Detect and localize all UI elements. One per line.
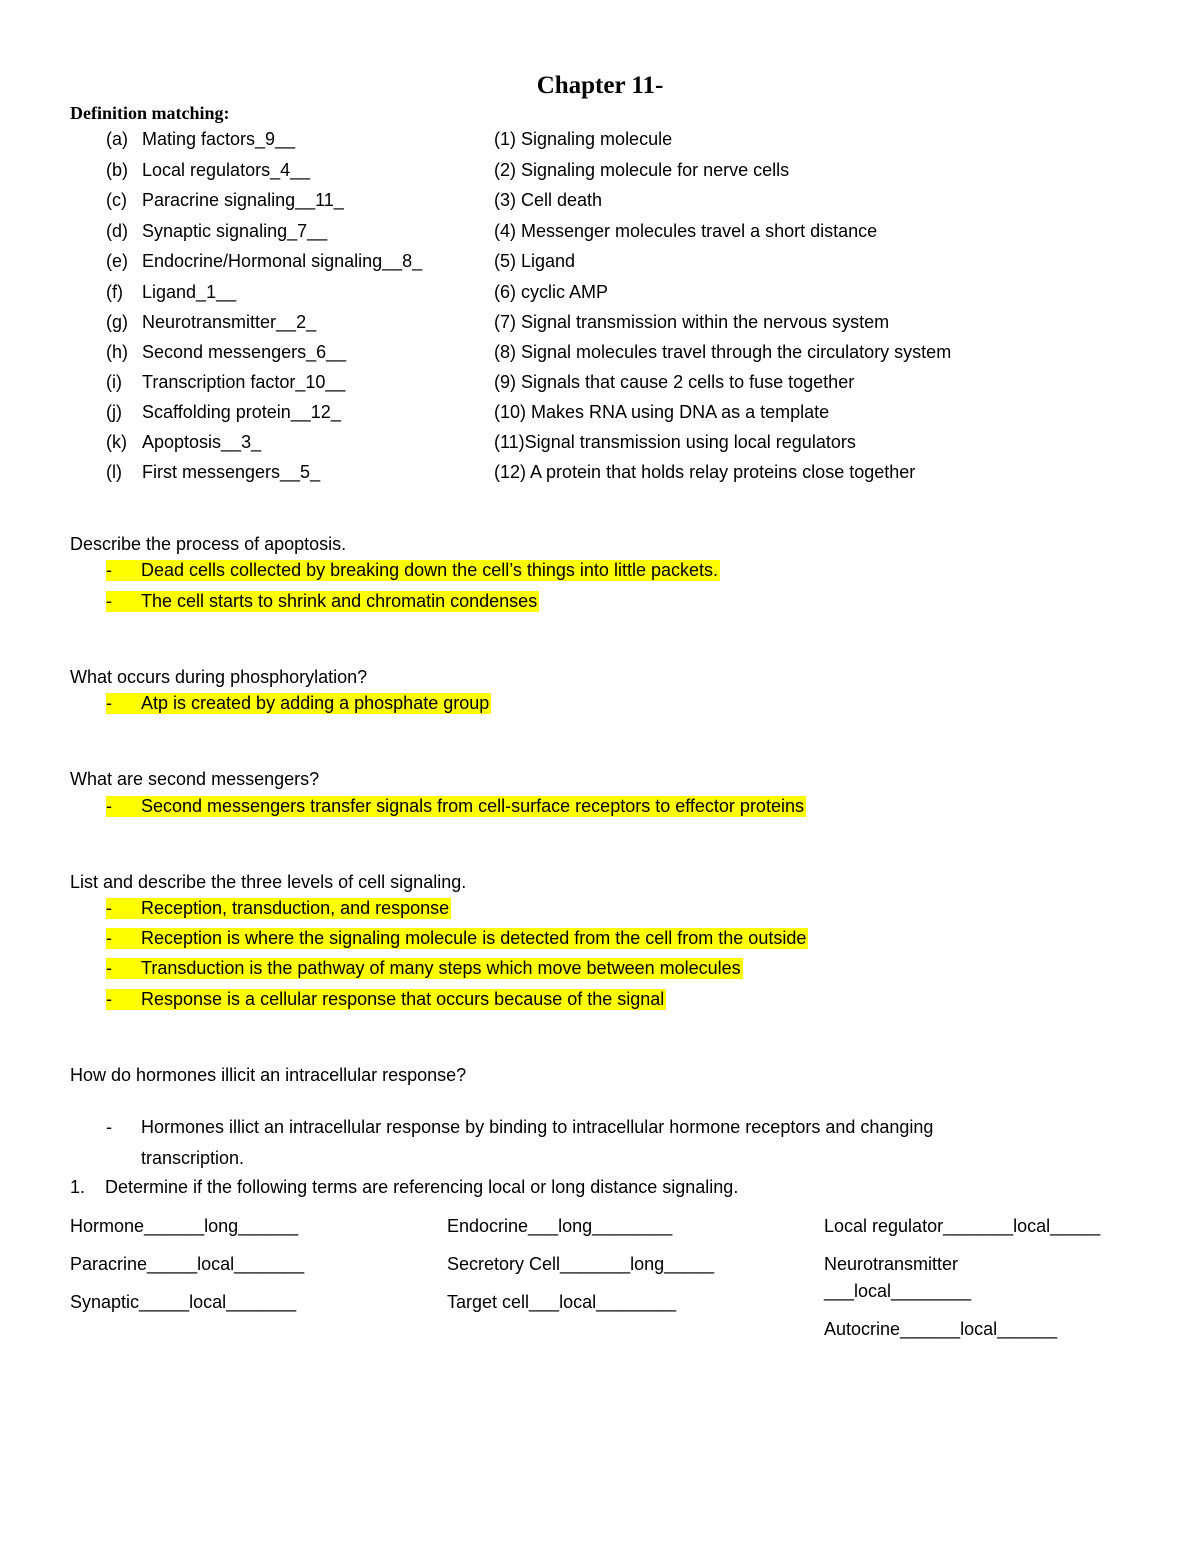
question-hormones: How do hormones illicit an intracellular response?	[70, 1065, 467, 1085]
answer-line	[106, 898, 451, 919]
definition-item: (12) A protein that holds relay proteins close together	[494, 462, 916, 482]
term-item	[106, 400, 341, 424]
page-title: Chapter 11-	[536, 72, 664, 99]
term-item	[106, 127, 295, 151]
term-hormone: Hormone______long______	[70, 1216, 299, 1236]
term-text: First messengers__5_	[142, 462, 321, 482]
definition-item: (3) Cell death	[494, 190, 603, 210]
answer-text: Dead cells collected by breaking down the cell’s things into little packets.	[141, 560, 718, 580]
term-text: Ligand_1__	[142, 282, 237, 302]
definition-item: (6) cyclic AMP	[494, 282, 609, 302]
numbered-instruction	[70, 1177, 738, 1198]
dash-marker: -	[106, 693, 112, 713]
definition-item: (10) Makes RNA using DNA as a template	[494, 402, 830, 422]
answer-line	[106, 693, 491, 714]
dash-marker: -	[106, 560, 112, 580]
answer-text: Hormones illict an intracellular response by binding to intracellular hormone receptors and changing	[141, 1117, 934, 1137]
answer-text: Transduction is the pathway of many steps which move between molecules	[141, 958, 741, 978]
answer-line	[106, 928, 808, 949]
term-autocrine: Autocrine______local______	[824, 1319, 1058, 1339]
term-text: Neurotransmitter__2_	[142, 312, 317, 332]
section-heading: Definition matching:	[70, 103, 230, 123]
term-label: (i)	[106, 372, 122, 392]
dash-marker: -	[106, 796, 112, 816]
term-paracrine: Paracrine_____local_______	[70, 1254, 305, 1274]
dash-marker: -	[106, 958, 112, 978]
answer-line	[106, 1117, 933, 1138]
answer-line	[106, 560, 720, 581]
term-label: (d)	[106, 221, 128, 241]
answer-line	[106, 796, 806, 817]
term-synaptic: Synaptic_____local_______	[70, 1292, 297, 1312]
term-text: Transcription factor_10__	[142, 372, 346, 392]
term-label: (g)	[106, 312, 128, 332]
term-label: (j)	[106, 402, 122, 422]
question-phosphorylation: What occurs during phosphorylation?	[70, 667, 368, 687]
answer-text-continued: transcription.	[141, 1148, 245, 1168]
answer-line	[106, 591, 539, 612]
term-text: Local regulators_4__	[142, 160, 311, 180]
answer-text: Atp is created by adding a phosphate group	[141, 693, 490, 713]
term-item	[106, 219, 327, 243]
definition-item: (5) Ligand	[494, 251, 576, 271]
dash-marker: -	[106, 898, 112, 918]
answer-text: Reception, transduction, and response	[141, 898, 450, 918]
term-label: (h)	[106, 342, 128, 362]
definition-item: (7) Signal transmission within the nervous system	[494, 312, 890, 332]
term-neurotransmitter: Neurotransmitter	[824, 1254, 959, 1274]
answer-text: Second messengers transfer signals from cell-surface receptors to effector proteins	[141, 796, 804, 816]
term-text: Apoptosis__3_	[142, 432, 262, 452]
definition-item: (8) Signal molecules travel through the circulatory system	[494, 342, 952, 362]
term-text: Second messengers_6__	[142, 342, 347, 362]
term-label: (e)	[106, 251, 128, 271]
term-neurotransmitter-answer: ___local________	[824, 1281, 972, 1301]
dash-marker: -	[106, 591, 112, 611]
term-label: (f)	[106, 282, 123, 302]
item-number: 1.	[70, 1177, 86, 1197]
term-text: Mating factors_9__	[142, 129, 296, 149]
term-item	[106, 280, 236, 304]
definition-item: (11)Signal transmission using local regulators	[494, 432, 856, 452]
term-text: Scaffolding protein__12_	[142, 402, 341, 422]
term-label: (l)	[106, 462, 122, 482]
term-text: Paracrine signaling__11_	[142, 190, 344, 210]
answer-line	[106, 958, 743, 979]
term-item	[106, 188, 344, 212]
term-item	[106, 460, 320, 484]
term-item	[106, 430, 261, 454]
term-label: (k)	[106, 432, 127, 452]
answer-line	[106, 989, 666, 1010]
term-item	[106, 249, 422, 273]
term-label: (a)	[106, 129, 128, 149]
definition-item: (4) Messenger molecules travel a short distance	[494, 221, 878, 241]
dash-marker: -	[106, 928, 112, 948]
question-levels: List and describe the three levels of cell signaling.	[70, 872, 467, 892]
term-target-cell: Target cell___local________	[447, 1292, 677, 1312]
definition-item: (1) Signaling molecule	[494, 129, 673, 149]
answer-text: The cell starts to shrink and chromatin condenses	[141, 591, 538, 611]
term-item	[106, 158, 310, 182]
answer-text: Reception is where the signaling molecule is detected from the cell from the outside	[141, 928, 807, 948]
term-item	[106, 340, 346, 364]
definition-item: (9) Signals that cause 2 cells to fuse together	[494, 372, 855, 392]
term-text: Synaptic signaling_7__	[142, 221, 328, 241]
term-item	[106, 370, 345, 394]
answer-text: Response is a cellular response that occurs because of the signal	[141, 989, 665, 1009]
term-item	[106, 310, 316, 334]
question-second-messengers: What are second messengers?	[70, 769, 320, 789]
definition-item: (2) Signaling molecule for nerve cells	[494, 160, 790, 180]
term-endocrine: Endocrine___long________	[447, 1216, 673, 1236]
term-local-regulator: Local regulator_______local_____	[824, 1216, 1101, 1236]
term-label: (c)	[106, 190, 127, 210]
term-text: Endocrine/Hormonal signaling__8_	[142, 251, 423, 271]
dash-marker: -	[106, 989, 112, 1009]
dash-marker: -	[106, 1117, 112, 1137]
instruction-text: Determine if the following terms are referencing local or long distance signaling.	[105, 1177, 739, 1197]
term-secretory-cell: Secretory Cell_______long_____	[447, 1254, 715, 1274]
question-apoptosis: Describe the process of apoptosis.	[70, 534, 347, 554]
term-label: (b)	[106, 160, 128, 180]
